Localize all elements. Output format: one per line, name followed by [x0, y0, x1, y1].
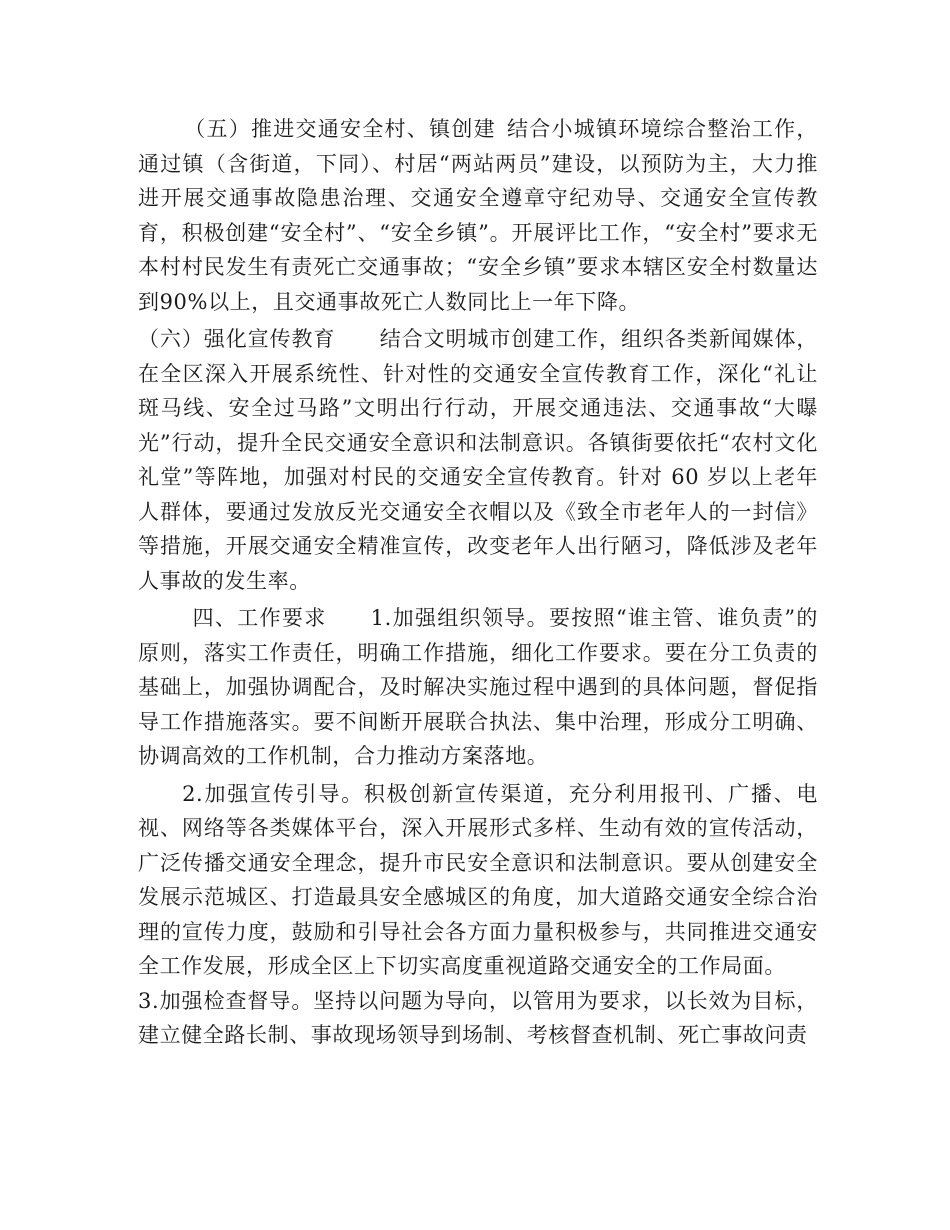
paragraph-section-6: [138, 322, 818, 598]
requirement-3-text: 3.加强检查督导。坚持以问题为导向，以管用为要求，以长效为目标，建立健全路长制、事故现场领导到场制、考核督查机制、死亡事故问责: [138, 988, 818, 1047]
paragraph-requirement-2: [138, 777, 818, 984]
paragraph-work-requirements: [138, 601, 818, 774]
document-body: [138, 112, 818, 1053]
section-5-text: 结合小城镇环境综合整治工作，通过镇（含街道，下同）、村居“两站两员”建设，以预防为主，大力推进开展交通事故隐患治理、交通安全遵章守纪劝导、交通安全宣传教育，积极创建“安全村”、“安全乡镇”。开展评比工作，“安全村”要求无本村村民发生有责死亡交通事故；“安全乡镇”要求本辖区安全村数量达到90%以上，且交通事故死亡人数同比上一年下降。: [138, 117, 818, 314]
requirement-1-text: 1.加强组织领导。要按照“谁主管、谁负责”的原则，落实工作责任，明确工作措施，细化工作要求。要在分工负责的基础上，加强协调配合，及时解决实施过程中遇到的具体问题，督促指导工作措施落实。要不间断开展联合执法、集中治理，形成分工明确、协调高效的工作机制，合力推动方案落地。: [138, 606, 818, 768]
work-requirements-heading: 四、工作要求: [192, 606, 327, 630]
paragraph-requirement-3: [138, 984, 818, 1053]
section-6-heading: （六）强化宣传教育: [138, 327, 336, 351]
requirement-2-text: 2.加强宣传引导。积极创新宣传渠道，充分利用报刊、广播、电视、网络等各类媒体平台，深入开展形式多样、生动有效的宣传活动，广泛传播交通安全理念，提升市民安全意识和法制意识。要从创建安全发展示范城区、打造最具安全感城区的角度，加大道路交通安全综合治理的宣传力度，鼓励和引导社会各方面力量积极参与，共同推进交通安全工作发展，形成全区上下切实高度重视道路交通安全的工作局面。: [138, 781, 818, 978]
section-6-text: 结合文明城市创建工作，组织各类新闻媒体，在全区深入开展系统性、针对性的交通安全宣传教育工作，深化“礼让斑马线、安全过马路”文明出行行动，开展交通违法、交通事故“大曝光”行动，提升全民交通安全意识和法制意识。各镇街要依托“农村文化礼堂”等阵地，加强对村民的交通安全宣传教育。针对 60 岁以上老年人群体，要通过发放反光交通安全衣帽以及《致全市老年人的一封信》等措施，开展交通安全精准宣传，改变老年人出行陋习，降低涉及老年人事故的发生率。: [138, 327, 819, 593]
section-5-heading: （五）推进交通安全村、镇创建: [184, 117, 496, 141]
paragraph-section-5: [138, 112, 818, 319]
